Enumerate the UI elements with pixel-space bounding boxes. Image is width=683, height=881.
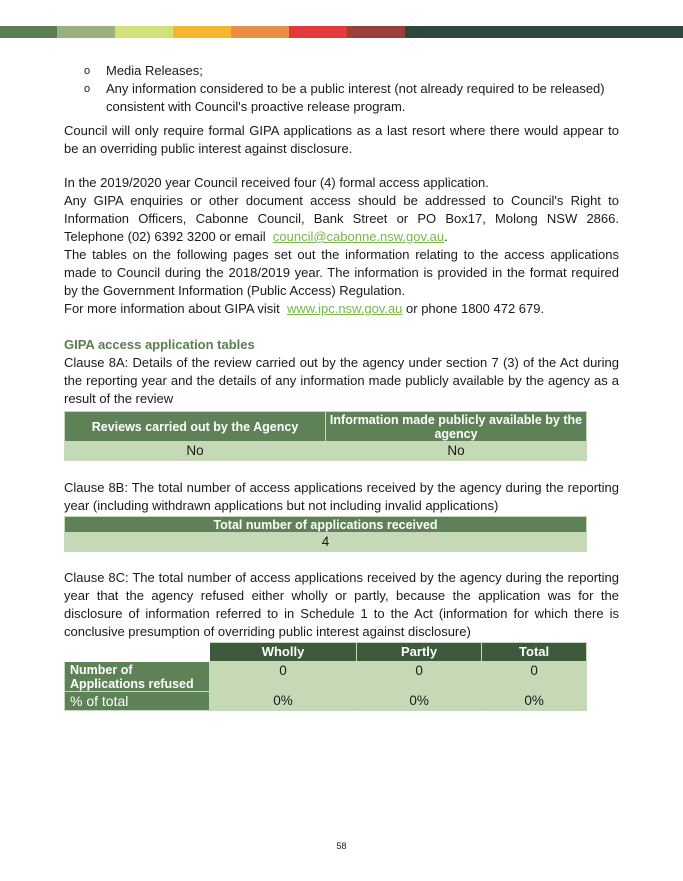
- table-cell: 0: [210, 662, 357, 692]
- table-header: Reviews carried out by the Agency: [65, 412, 326, 442]
- table-cell: 0%: [210, 692, 357, 711]
- page-number: 58: [336, 841, 347, 851]
- list-item: o Media Releases;: [84, 63, 203, 78]
- row-header: % of total: [65, 692, 210, 711]
- bullet-list: [64, 62, 619, 116]
- color-segment: [231, 26, 289, 38]
- table-header: Total number of applications received: [65, 517, 587, 533]
- color-segment: [405, 26, 683, 38]
- bullet-mark: o: [84, 83, 91, 95]
- color-segment: [57, 26, 115, 38]
- color-segment: [347, 26, 405, 38]
- table-header: Partly: [356, 643, 481, 662]
- table-header: Information made publicly available by the agency: [326, 412, 587, 442]
- header-color-bar: [0, 26, 683, 38]
- table-cell: 0: [482, 662, 587, 692]
- paragraph-formal-apps: Council will only require formal GIPA applications as a last resort where there would appear to be an overriding public interest against disclosure.: [64, 123, 619, 156]
- table-cell: No: [326, 442, 587, 461]
- clause-8a-table: [64, 411, 587, 461]
- table-header: Wholly: [210, 643, 357, 662]
- table-cell: No: [65, 442, 326, 461]
- table-header: Total: [482, 643, 587, 662]
- table-cell: 4: [65, 533, 587, 552]
- table-cell: 0%: [482, 692, 587, 711]
- ipc-website-link[interactable]: www.ipc.nsw.gov.au: [287, 301, 403, 316]
- bullet-mark: o: [84, 65, 91, 77]
- clause-8c-text: Clause 8C: The total number of access applications received by the agency during the reporting year that the agency refused either wholly or partly, because the application was for the disclosure of information referred to in Schedule 1 to the Act (information for which there is conclusive presumption of overriding public interest against disclosure): [64, 570, 619, 639]
- paragraph-tables-intro: The tables on the following pages set out the information relating to the access applications made to Council during the 2018/2019 year. The information is provided in the format required by the Government Information (Public Access) Regulation.: [64, 247, 619, 298]
- color-segment: [289, 26, 347, 38]
- table-cell: 0%: [356, 692, 481, 711]
- paragraph-received: In the 2019/2020 year Council received four (4) formal access application.: [64, 175, 489, 190]
- email-link[interactable]: council@cabonne.nsw.gov.au: [272, 229, 445, 244]
- table-cell: 0: [356, 662, 481, 692]
- clause-8b-table: [64, 516, 587, 552]
- page-content: [64, 62, 619, 711]
- section-title: GIPA access application tables: [64, 337, 255, 352]
- clause-8b-text: Clause 8B: The total number of access applications received by the agency during the reporting year (including withdrawn applications but not including invalid applications): [64, 480, 619, 513]
- paragraph-more-info: For more information about GIPA visit www.ipc.nsw.gov.au or phone 1800 472 679.: [64, 301, 545, 316]
- color-segment: [173, 26, 231, 38]
- clause-8c-table: [64, 642, 587, 711]
- color-segment: [0, 26, 57, 38]
- paragraph-enquiries: Any GIPA enquiries or other document access should be addressed to Council's Right to Information Officers, Cabonne Council, Bank Street or PO Box17, Molong NSW 2866. Telephone (02) 6392 3200 or email council@cabonne.nsw.gov.au.: [64, 193, 619, 244]
- color-segment: [115, 26, 173, 38]
- list-item: o Any information considered to be a public interest (not already required to be released) consistent with Council's proactive release program.: [84, 81, 605, 114]
- row-header: Number of Applications refused: [65, 662, 210, 692]
- clause-8a-text: Clause 8A: Details of the review carried out by the agency under section 7 (3) of the Act during the reporting year and the details of any information made publicly available by the agency as a result of the review: [64, 355, 619, 406]
